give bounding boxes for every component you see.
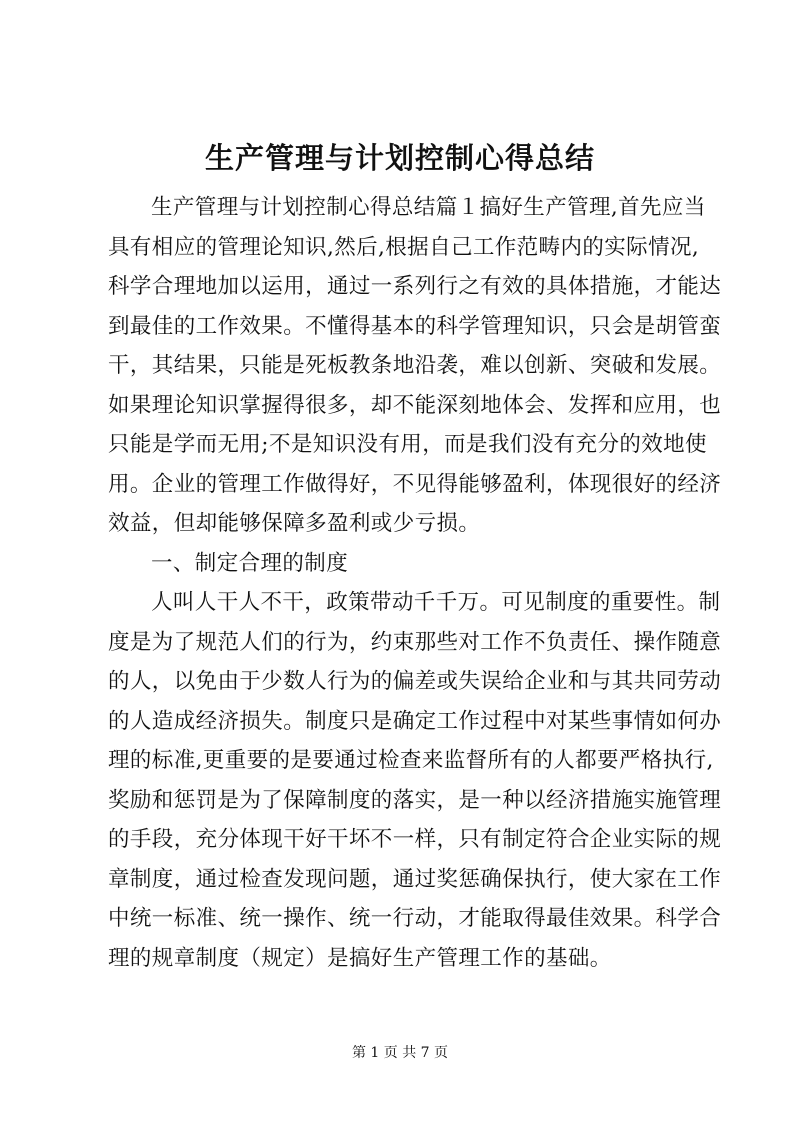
page-number-footer: 第 1 页 共 7 页 (351, 1045, 449, 1061)
document-title: 生产管理与计划控制心得总结 (204, 141, 595, 175)
body-line: 人叫人干人不干，政策带动千千万。可见制度的重要性。制 (151, 590, 721, 615)
body-line: 的手段，充分体现干好干坏不一样，只有制定符合企业实际的规 (108, 827, 722, 852)
body-line: 生产管理与计划控制心得总结篇１搞好生产管理,首先应当 (151, 195, 706, 220)
body-line: 章制度，通过检查发现问题，通过奖惩确保执行，使大家在工作 (108, 866, 722, 892)
document-body (108, 188, 722, 978)
body-line: 度是为了规范人们的行为，约束那些对工作不负责任、操作随意 (108, 629, 722, 655)
section-heading: 一、制定合理的制度 (151, 550, 349, 576)
body-line: 的人，以免由于少数人行为的偏差或失误给企业和与其共同劳动 (108, 669, 722, 694)
body-line: 奖励和惩罚是为了保障制度的落实，是一种以经济措施实施管理 (108, 787, 722, 813)
body-line: 到最佳的工作效果。不懂得基本的科学管理知识，只会是胡管蛮 (108, 313, 722, 339)
body-line: 理的标准,更重要的是要通过检查来监督所有的人都要严格执行, (108, 748, 714, 773)
body-line: 如果理论知识掌握得很多，却不能深刻地体会、发挥和应用，也 (108, 392, 722, 418)
body-line: 科学合理地加以运用，通过一系列行之有效的具体措施，才能达 (108, 274, 722, 299)
body-line: 只能是学而无用;不是知识没有用，而是我们没有充分的效地使 (108, 432, 707, 457)
body-line: 效益，但却能够保障多盈利或少亏损。 (108, 511, 481, 536)
body-line: 理的规章制度（规定）是搞好生产管理工作的基础。 (108, 945, 612, 971)
body-line: 用。企业的管理工作做得好，不见得能够盈利，体现很好的经济 (108, 471, 722, 497)
body-line: 中统一标准、统一操作、统一行动，才能取得最佳效果。科学合 (108, 906, 722, 931)
body-line: 的人造成经济损失。制度只是确定工作过程中对某些事情如何办 (108, 708, 722, 734)
body-line: 具有相应的管理论知识,然后,根据自己工作范畴内的实际情况, (108, 234, 700, 260)
body-line: 干，其结果，只能是死板教条地沿袭，难以创新、突破和发展。 (108, 353, 722, 378)
